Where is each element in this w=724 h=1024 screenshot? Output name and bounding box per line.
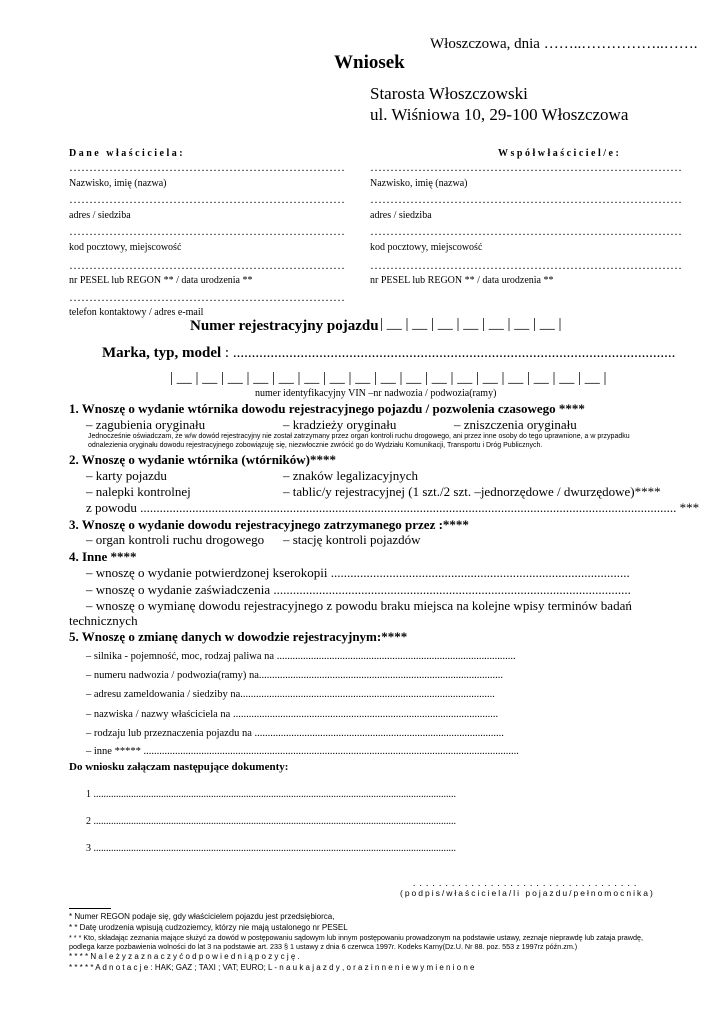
section-2-title: 2. Wnoszę o wydanie wtórnika (wtórników)****: [69, 452, 336, 467]
s5-option-other[interactable]: – inne ***** ...............................................................................................................................................: [86, 746, 519, 757]
s5-option-body-number[interactable]: – numeru nadwozia / podwozia(ramy) na.............................................................................................: [86, 670, 504, 681]
s5-option-vehicle-purpose[interactable]: – rodzaju lub przeznaczenia pojazdu na ...............................................................................................: [86, 728, 504, 739]
s4-option-replacement[interactable]: – wnoszę o wymianę dowodu rejestracyjnego z powodu braku miejsca na kolejne wpisy terminów badań: [86, 598, 632, 613]
addressee-line2: ul. Wiśniowa 10, 29-100 Włoszczowa: [370, 105, 629, 124]
s4-option-certificate[interactable]: – wnoszę o wydanie zaświadczenia ..............................................................................................................: [86, 582, 631, 597]
coowner-postal-label: kod pocztowy, miejscowość: [370, 242, 483, 253]
owner-name-input[interactable]: ……………………………………………………………: [69, 160, 345, 174]
make-type-model-label: Marka, typ, model: [102, 345, 222, 361]
s3-option-inspection-station[interactable]: – stację kontroli pojazdów: [283, 532, 421, 547]
owner-header: Dane właściciela:: [69, 148, 186, 159]
coowner-postal-input[interactable]: ……………………………………………………………………: [370, 224, 682, 238]
signature-caption: (podpis/właściciela/li pojazdu/pełnomocnika): [400, 888, 655, 898]
s1-option-destroyed[interactable]: – zniszczenia oryginału: [454, 417, 577, 432]
signature-line[interactable]: . . . . . . . . . . . . . . . . . . . . . . . . . . . . . . . . . . .: [413, 878, 638, 888]
vin-boxes[interactable]: | __ | __ | __ | __ | __ | __ | __ | __ | __ | __ | __ | __ | __ | __ | __ | __ | __ |: [170, 370, 607, 386]
attachments-title: Do wniosku załączam następujące dokumenty:: [69, 761, 289, 773]
owner-address-input[interactable]: ……………………………………………………………: [69, 192, 345, 206]
section-1-title: 1. Wnoszę o wydanie wtórnika dowodu rejestracyjnego pojazdu / pozwolenia czasowego ****: [69, 401, 585, 416]
section-3-title: 3. Wnoszę o wydanie dowodu rejestracyjnego zatrzymanego przez :****: [69, 517, 469, 532]
section-5-title: 5. Wnoszę o zmianę danych w dowodzie rejestracyjnym:****: [69, 629, 408, 644]
coowner-pesel-label: nr PESEL lub REGON ** / data urodzenia **: [370, 275, 554, 286]
s3-option-traffic-control[interactable]: – organ kontroli ruchu drogowego: [86, 532, 265, 547]
s2-option-legalization-marks[interactable]: – znaków legalizacyjnych: [283, 468, 418, 483]
owner-pesel-input[interactable]: ……………………………………………………………: [69, 258, 345, 272]
make-type-model-row[interactable]: [102, 345, 675, 362]
s5-option-owner-name[interactable]: – nazwiska / nazwy właściciela na .....................................................................................................: [86, 709, 499, 720]
owner-postal-input[interactable]: ……………………………………………………………: [69, 224, 345, 238]
make-type-model-dots[interactable]: : ......................................................................................................................: [221, 345, 676, 361]
s1-option-stolen[interactable]: – kradzieży oryginału: [283, 417, 397, 432]
owner-name-label: Nazwisko, imię (nazwa): [69, 178, 167, 189]
attachment-3-field[interactable]: 3 .................................................................................................................................................: [86, 843, 456, 854]
s2-option-vehicle-card[interactable]: – karty pojazdu: [86, 468, 167, 483]
coowner-pesel-input[interactable]: ……………………………………………………………………: [370, 258, 682, 272]
coowner-header: Współwłaściciel/e:: [498, 148, 622, 159]
s4-option-copy[interactable]: – wnoszę o wydanie potwierdzonej kserokopii ............................................................................................: [86, 565, 630, 580]
s5-option-engine[interactable]: – silnika - pojemność, moc, rodzaj paliwa na ...........................................................................................: [86, 651, 516, 662]
s5-option-address[interactable]: – adresu zameldowania / siedziby na.................................................................................................: [86, 689, 495, 700]
owner-address-label: adres / siedziba: [69, 210, 131, 221]
footnote-1: * Numer REGON podaje się, gdy właścicielem pojazdu jest przedsiębiorca,: [69, 912, 335, 921]
place-date[interactable]: Włoszczowa, dnia ……..……………..…….: [430, 36, 698, 52]
s1-declaration-line2: odnalezienia oryginału dowodu rejestracyjnego zobowiązuję się, niezwłocznie zwrócić go do Wydziału Komunikacji, Transportu i Dróg Publicznych.: [88, 442, 543, 449]
s1-declaration-line1: Jednocześnie oświadczam, że w/w dowód rejestracyjny nie został zatrzymany przez organ kontroli ruchu drogowego, ani przez inne osoby do tego uprawnione, a w przypadku: [88, 433, 630, 440]
document-title: Wniosek: [334, 52, 405, 73]
footnote-4: * * * * N a l e ż y z a z n a c z y ć o d p o w i e d n i ą p o z y c j ę .: [69, 952, 300, 961]
s4-option-replacement-cont: technicznych: [69, 613, 138, 628]
footnote-3-cont: podlega karze pozbawienia wolności do lat 3 na podstawie art. 233 § 1 ustawy z dnia 6 czerwca 1997r. Kodeks Karny(Dz.U. Nr 88. poz. 553 z 1997rz późn.zm.): [69, 942, 578, 951]
attachment-2-field[interactable]: 2 .................................................................................................................................................: [86, 816, 456, 827]
addressee-line1: Starosta Włoszczowski: [370, 84, 528, 103]
footnote-divider: [69, 908, 111, 909]
attachment-1-field[interactable]: 1 .................................................................................................................................................: [86, 789, 456, 800]
coowner-address-label: adres / siedziba: [370, 210, 432, 221]
registration-number-boxes[interactable]: | __ | __ | __ | __ | __ | __ | __ |: [380, 316, 562, 332]
s2-reason-field[interactable]: z powodu ..................................................................................................................................................................... ***: [86, 500, 700, 515]
vin-caption: numer identyfikacyjny VIN –nr nadwozia / podwozia(ramy): [255, 388, 497, 399]
footnote-5: * * * * * A d n o t a c j e : HAK; GAZ ; TAXI ; VAT; EURO; L - n a u k a j a z d y , o r a z i n n e n i e w y m i e n i o n e: [69, 963, 475, 972]
coowner-name-label: Nazwisko, imię (nazwa): [370, 178, 468, 189]
s2-option-control-sticker[interactable]: – nalepki kontrolnej: [86, 484, 191, 499]
section-4-title: 4. Inne ****: [69, 549, 137, 564]
footnote-2: * * Datę urodzenia wpisują cudzoziemcy, którzy nie mają ustalonego nr PESEL: [69, 923, 348, 932]
s2-option-plates[interactable]: – tablic/y rejestracyjnej (1 szt./2 szt. –jednorzędowe / dwurzędowe)****: [283, 484, 661, 499]
owner-contact-label: telefon kontaktowy / adres e-mail: [69, 307, 204, 318]
registration-number-label: Numer rejestracyjny pojazdu: [190, 318, 379, 334]
owner-postal-label: kod pocztowy, miejscowość: [69, 242, 182, 253]
coowner-address-input[interactable]: ……………………………………………………………………: [370, 192, 682, 206]
owner-pesel-label: nr PESEL lub REGON ** / data urodzenia **: [69, 275, 253, 286]
coowner-name-input[interactable]: ……………………………………………………………………: [370, 160, 682, 174]
owner-contact-input[interactable]: ……………………………………………………………: [69, 290, 345, 304]
s1-option-lost[interactable]: – zagubienia oryginału: [86, 417, 206, 432]
footnote-3: * * * Kto, składając zeznania mające służyć za dowód w postępowaniu sądowym lub innym postępowaniu prowadzonym na podstawie ustawy, zeznaje nieprawdę lub zataja prawdę,: [69, 933, 643, 942]
